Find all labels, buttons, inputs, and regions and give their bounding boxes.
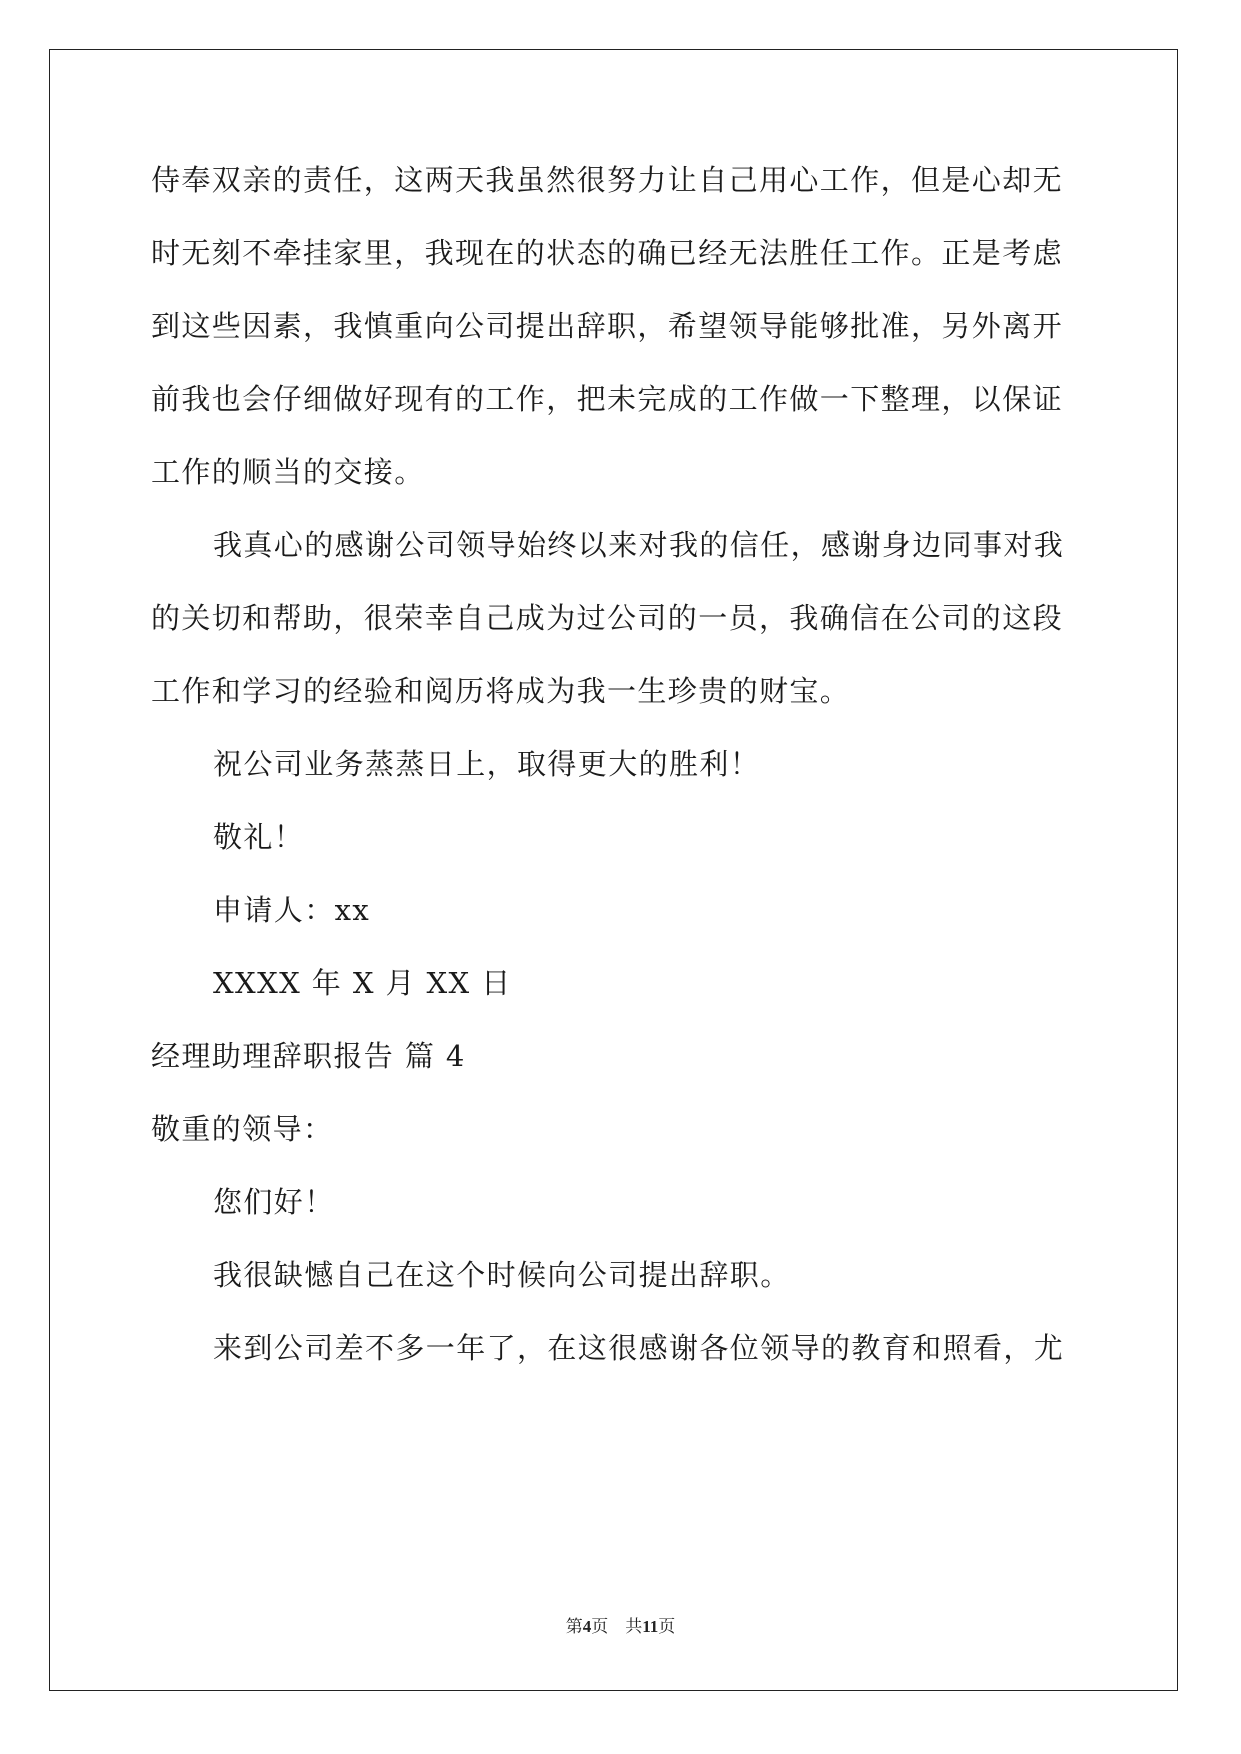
paragraph-line: 我很缺憾自己在这个时候向公司提出辞职。 xyxy=(213,1258,791,1292)
salutation: 敬礼！ xyxy=(213,820,305,854)
date-line: XXXX 年 X 月 XX 日 xyxy=(213,966,512,1000)
page-border xyxy=(49,49,1178,1691)
section-heading: 经理助理辞职报告 篇 4 xyxy=(151,1039,466,1073)
paragraph-line: 到这些因素，我慎重向公司提出辞职，希望领导能够批准，另外离开 xyxy=(151,309,1064,343)
closing-wish: 祝公司业务蒸蒸日上，取得更大的胜利！ xyxy=(213,747,761,781)
greeting-recipient: 敬重的领导： xyxy=(151,1112,334,1146)
greeting: 您们好！ xyxy=(213,1185,335,1219)
footer-prefix: 第 xyxy=(565,1617,583,1636)
paragraph-line: 来到公司差不多一年了，在这很感谢各位领导的教育和照看，尤 xyxy=(213,1331,1065,1365)
page-footer xyxy=(0,1612,1241,1637)
paragraph-line: 我真心的感谢公司领导始终以来对我的信任，感谢身边同事对我 xyxy=(213,528,1065,562)
footer-page-number: 4 xyxy=(582,1617,592,1636)
paragraph-line: 前我也会仔细做好现有的工作，把未完成的工作做一下整理，以保证 xyxy=(151,382,1064,416)
footer-mid: 页 共 xyxy=(591,1617,643,1636)
applicant-line: 申请人：xx xyxy=(213,893,371,927)
paragraph-line: 时无刻不牵挂家里，我现在的状态的确已经无法胜任工作。正是考虑 xyxy=(151,236,1064,270)
paragraph-line: 的关切和帮助，很荣幸自己成为过公司的一员，我确信在公司的这段 xyxy=(151,601,1064,635)
paragraph-line: 侍奉双亲的责任，这两天我虽然很努力让自己用心工作，但是心却无 xyxy=(151,163,1064,197)
paragraph-line: 工作的顺当的交接。 xyxy=(151,455,425,489)
paragraph-line: 工作和学习的经验和阅历将成为我一生珍贵的财宝。 xyxy=(151,674,851,708)
footer-suffix: 页 xyxy=(658,1617,676,1636)
footer-total-pages: 11 xyxy=(642,1617,659,1636)
